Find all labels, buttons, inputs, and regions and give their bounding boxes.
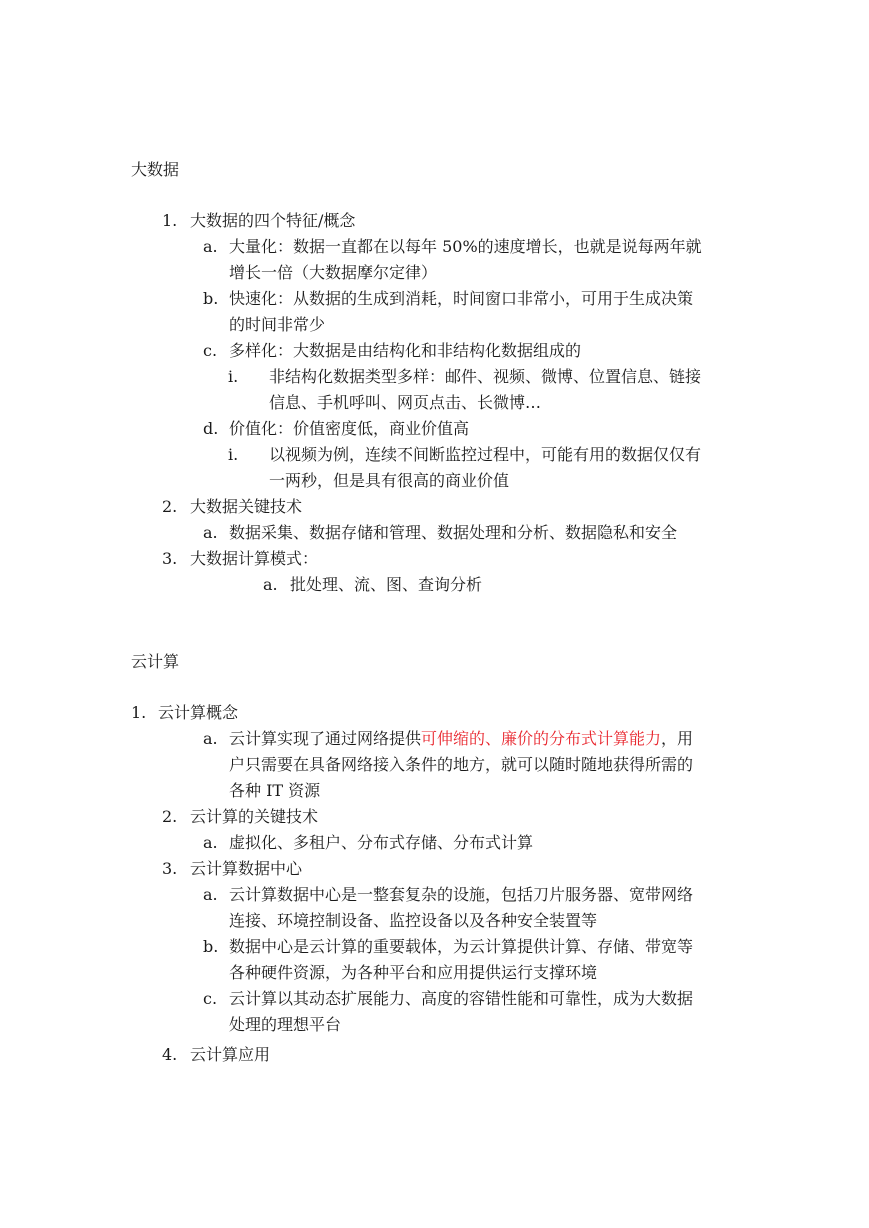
list-letter: d. xyxy=(203,419,219,438)
list-text-line2: 各种硬件资源，为各种平台和应用提供运行支撑环境 xyxy=(229,963,598,982)
list-number: 4. xyxy=(162,1045,178,1064)
list-text: 云计算概念 xyxy=(158,703,239,722)
list-text-line1: 大量化：数据一直都在以每年 50%的速度增长，也就是说每两年就 xyxy=(229,237,702,256)
list-text: 数据采集、数据存储和管理、数据处理和分析、数据隐私和安全 xyxy=(229,523,678,542)
list-text-line2: 的时间非常少 xyxy=(229,315,326,334)
list-number: 1. xyxy=(162,211,178,230)
list-number: 1. xyxy=(131,703,147,722)
list-letter: a. xyxy=(203,833,218,852)
text-normal: ，用 xyxy=(661,729,694,748)
list-number: 2. xyxy=(162,807,178,826)
list-letter: a. xyxy=(203,237,218,256)
list-text: 虚拟化、多租户、分布式存储、分布式计算 xyxy=(229,833,534,852)
list-text-line3: 各种 IT 资源 xyxy=(229,781,321,800)
list-text-line1: 云计算以其动态扩展能力、高度的容错性能和可靠性，成为大数据 xyxy=(229,989,694,1008)
list-text-line2: 信息、手机呼叫、网页点击、长微博… xyxy=(269,393,542,412)
list-text-line2: 一两秒，但是具有很高的商业价值 xyxy=(269,471,510,490)
list-letter: a. xyxy=(203,523,218,542)
list-number: 2. xyxy=(162,497,178,516)
list-letter: c. xyxy=(203,341,218,360)
text-highlight-red: 可伸缩的、廉价的分布式计算能力 xyxy=(421,729,662,748)
list-text: 大数据关键技术 xyxy=(190,497,303,516)
list-text: 云计算应用 xyxy=(190,1045,271,1064)
list-number: 3. xyxy=(162,549,178,568)
list-text: 大数据的四个特征/概念 xyxy=(190,211,356,230)
list-letter: a. xyxy=(263,575,278,594)
list-text: 大数据计算模式： xyxy=(190,549,319,568)
list-text: 云计算的关键技术 xyxy=(190,807,319,826)
section-title-cloud: 云计算 xyxy=(131,652,180,671)
list-text-line2: 处理的理想平台 xyxy=(229,1015,342,1034)
list-text-line1: 非结构化数据类型多样：邮件、视频、微博、位置信息、链接 xyxy=(269,367,702,386)
list-letter: b. xyxy=(203,289,219,308)
list-letter: b. xyxy=(203,937,219,956)
list-roman: i. xyxy=(228,445,239,464)
section-title-big-data: 大数据 xyxy=(131,160,180,179)
list-text-line1: 快速化：从数据的生成到消耗，时间窗口非常小，可用于生成决策 xyxy=(229,289,694,308)
list-text: 批处理、流、图、查询分析 xyxy=(290,575,483,594)
list-roman: i. xyxy=(228,367,239,386)
text-normal: 云计算实现了通过网络提供 xyxy=(229,729,422,748)
list-letter: a. xyxy=(203,729,218,748)
list-text-line2: 户只需要在具备网络接入条件的地方，就可以随时随地获得所需的 xyxy=(229,755,694,774)
list-letter: a. xyxy=(203,885,218,904)
list-letter: c. xyxy=(203,989,218,1008)
list-number: 3. xyxy=(162,859,178,878)
list-text-line2: 增长一倍（大数据摩尔定律） xyxy=(229,263,438,282)
list-text-line1 xyxy=(229,726,693,752)
list-text: 多样化：大数据是由结构化和非结构化数据组成的 xyxy=(229,341,582,360)
list-text-line2: 连接、环境控制设备、监控设备以及各种安全装置等 xyxy=(229,911,598,930)
list-text-line1: 以视频为例，连续不间断监控过程中，可能有用的数据仅仅有 xyxy=(269,445,702,464)
list-text-line1: 数据中心是云计算的重要载体，为云计算提供计算、存储、带宽等 xyxy=(229,937,694,956)
list-text: 价值化：价值密度低，商业价值高 xyxy=(229,419,470,438)
list-text-line1: 云计算数据中心是一整套复杂的设施，包括刀片服务器、宽带网络 xyxy=(229,885,694,904)
list-text: 云计算数据中心 xyxy=(190,859,303,878)
